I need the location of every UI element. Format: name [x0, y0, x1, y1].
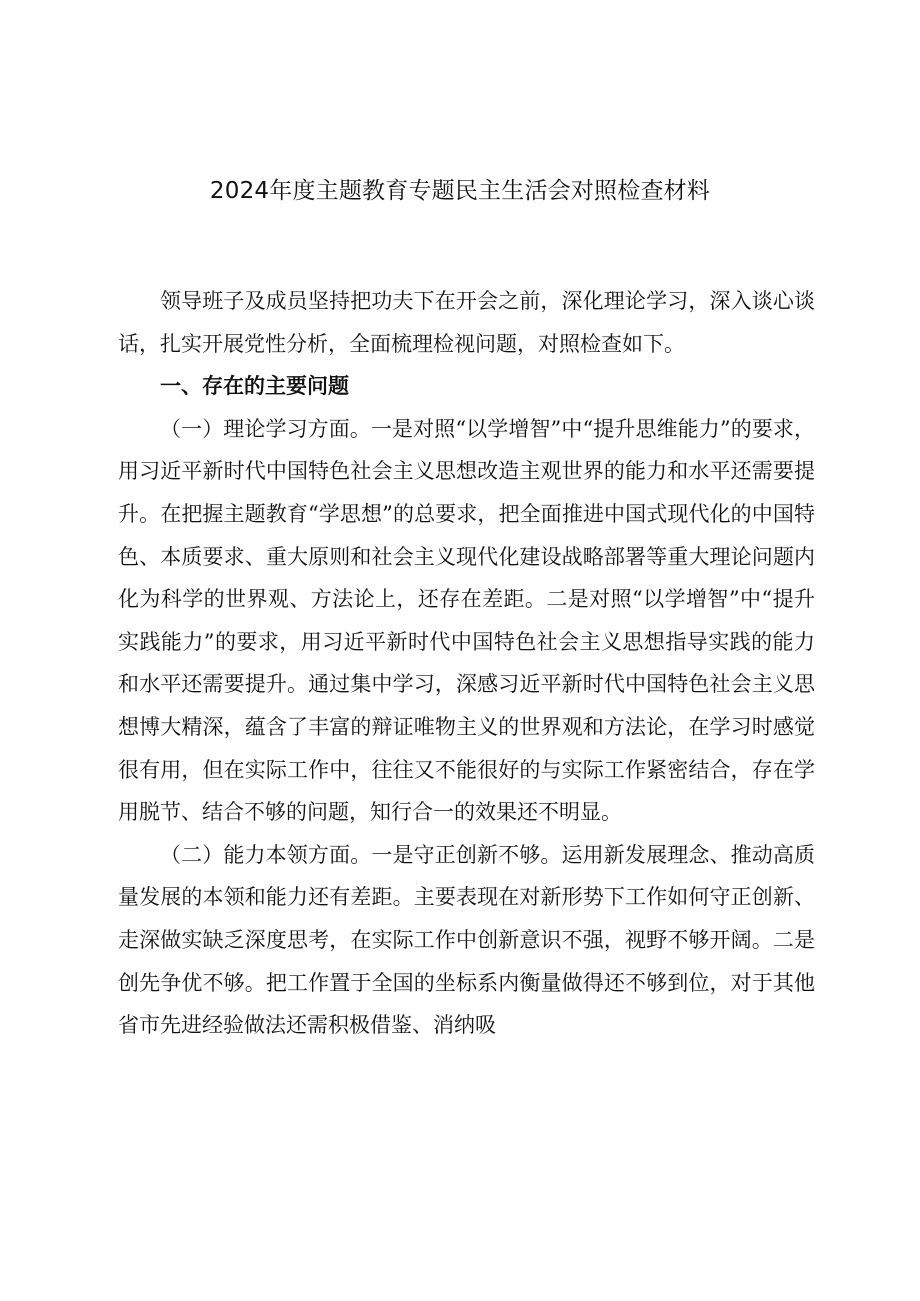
paragraph-theory-study: （一）理论学习方面。一是对照“以学增智”中“提升思维能力”的要求，用习近平新时代中国特色社会主义思想改造主观世界的能力和水平还需要提升。在把握主题教育“学思想”的总要求，把全面推进中国式现代化的中国特色、本质要求、重大原则和社会主义现代化建设战略部署等重大理论问题内化为科学的世界观、方法论上，还存在差距。二是对照“以学增智”中“提升实践能力”的要求，用习近平新时代中国特色社会主义思想指导实践的能力和水平还需要提升。通过集中学习，深感习近平新时代中国特色社会主义思想博大精深，蕴含了丰富的辩证唯物主义的世界观和方法论，在学习时感觉很有用，但在实际工作中，往往又不能很好的与实际工作紧密结合，存在学用脱节、结合不够的问题，知行合一的效果还不明显。 — [118, 416, 815, 825]
intro-paragraph: 领导班子及成员坚持把功夫下在开会之前，深化理论学习，深入谈心谈话，扎实开展党性分析，全面梳理检视问题，对照检查如下。 — [118, 289, 815, 356]
section-heading-main-problems: 一、存在的主要问题 — [160, 374, 349, 399]
document-body — [118, 280, 815, 1047]
paragraph-ability: （二）能力本领方面。一是守正创新不够。运用新发展理念、推动高质量发展的本领和能力还有差距。主要表现在对新形势下工作如何守正创新、走深做实缺乏深度思考，在实际工作中创新意识不强，视野不够开阔。二是创先争优不够。把工作置于全国的坐标系内衡量做得还不够到位，对于其他省市先进经验做法还需积极借鉴、消纳吸 — [118, 842, 815, 1038]
document-title: 2024年度主题教育专题民主生活会对照检查材料 — [209, 178, 711, 204]
